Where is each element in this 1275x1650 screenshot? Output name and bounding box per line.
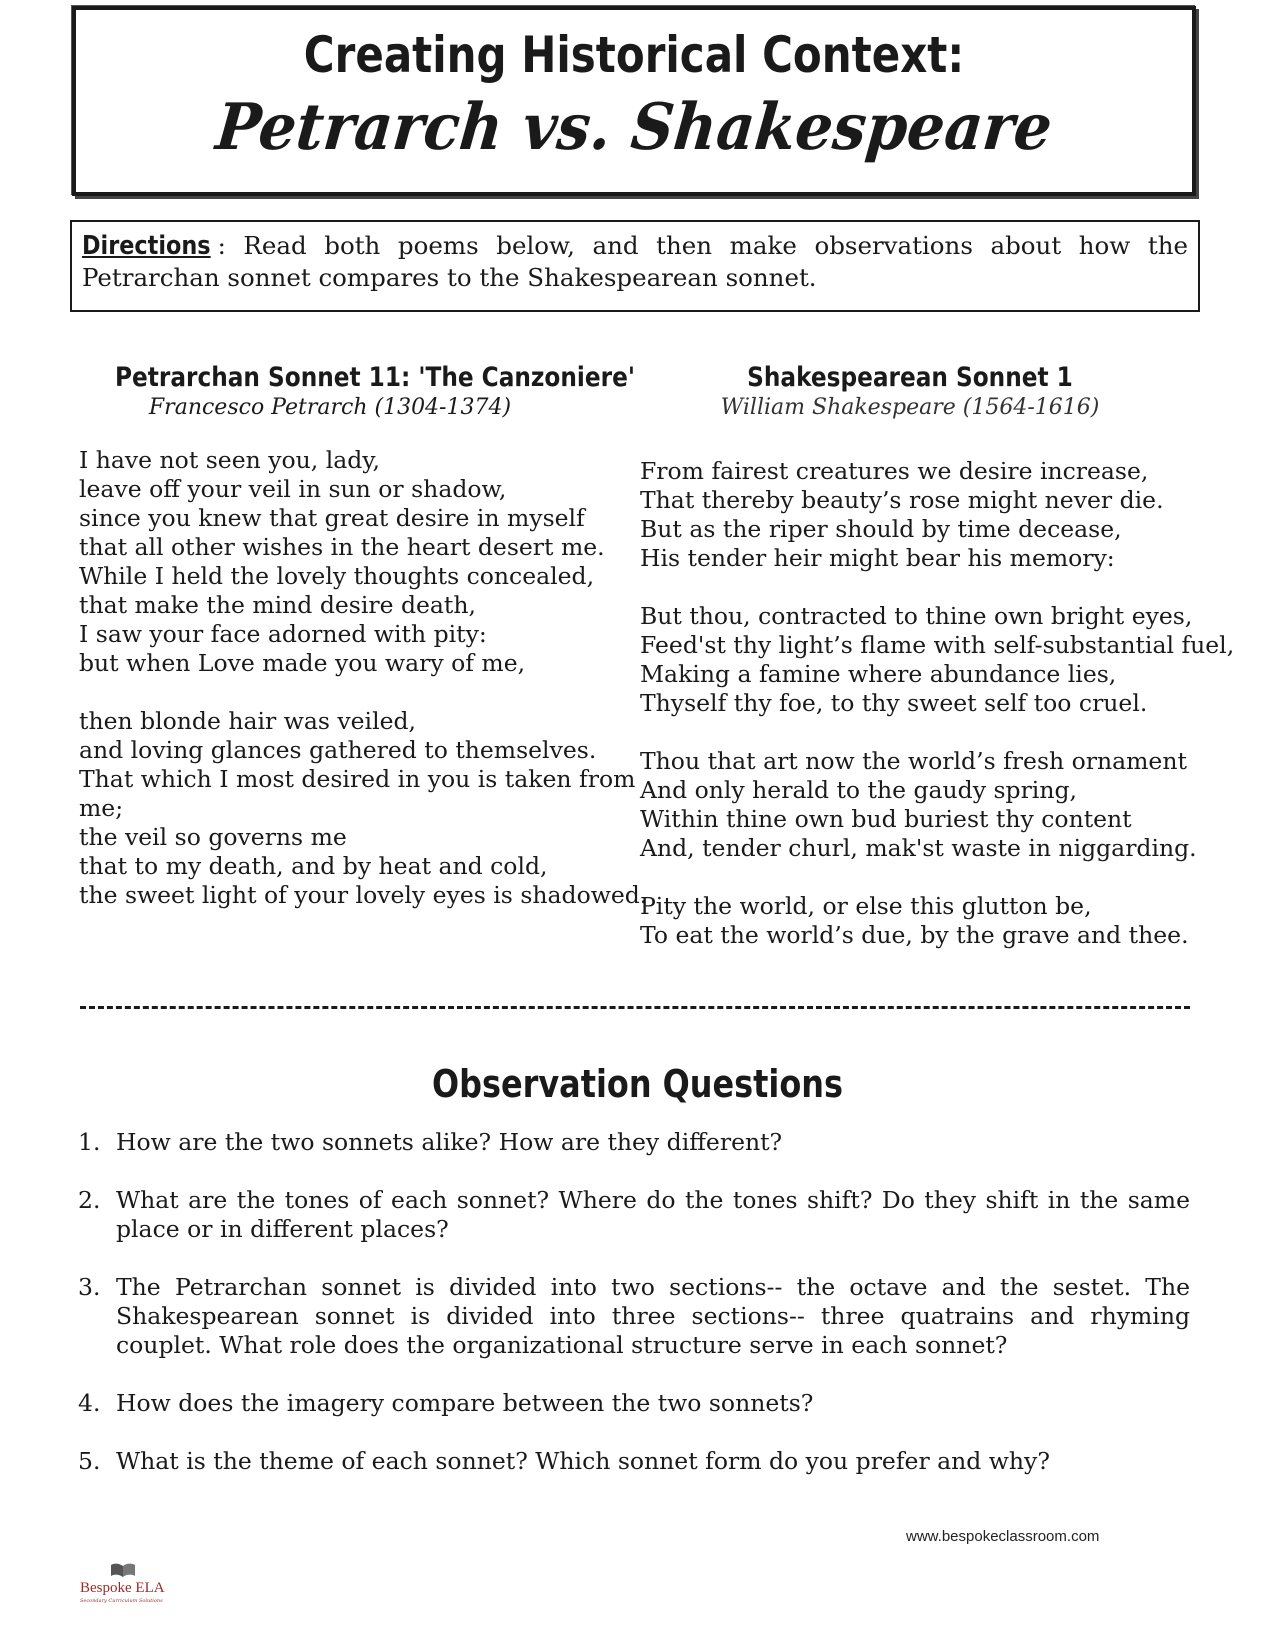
poem-line: From fairest creatures we desire increase, <box>640 457 1149 485</box>
directions-box <box>70 220 1200 312</box>
poem-line: But as the riper should by time decease, <box>640 515 1122 543</box>
question-item <box>78 1128 1190 1157</box>
poem-line: Making a famine where abundance lies, <box>640 660 1117 688</box>
poem-line: that to my death, and by heat and cold, <box>79 852 548 880</box>
question-number: 2. <box>78 1186 101 1214</box>
poem-line: I saw your face adorned with pity: <box>79 620 487 648</box>
poem-line: But thou, contracted to thine own bright eyes, <box>640 602 1193 630</box>
question-text: What are the tones of each sonnet? Where do the tones shift? Do they shift in the same place or in different places? <box>116 1186 1190 1243</box>
poem-line: I have not seen you, lady, <box>79 446 380 474</box>
petrarch-poem-author: Francesco Petrarch (1304-1374) <box>148 395 512 420</box>
question-text: How does the imagery compare between the two sonnets? <box>116 1389 814 1417</box>
question-item <box>78 1273 1190 1360</box>
poem-line: Pity the world, or else this glutton be, <box>640 892 1092 920</box>
poem-line: but when Love made you wary of me, <box>79 649 526 677</box>
title-line-1: Creating Historical Context: <box>303 26 965 84</box>
bespoke-ela-logo <box>80 1562 180 1607</box>
petrarch-poem-header <box>80 362 635 420</box>
poem-line: While I held the lovely thoughts concealed, <box>79 562 595 590</box>
website-link[interactable]: www.bespokeclassroom.com <box>906 1528 1100 1545</box>
directions-text: : Read both poems below, and then make observations about how the Petrarchan sonnet compares to the Shakespearean sonnet. <box>82 231 1188 292</box>
poem-line: That thereby beauty’s rose might never die. <box>640 486 1164 514</box>
question-number: 1. <box>78 1128 101 1156</box>
question-number: 5. <box>78 1447 101 1475</box>
poem-line: the sweet light of your lovely eyes is shadowed. <box>79 881 648 909</box>
poem-line: Thyself thy foe, to thy sweet self too cruel. <box>640 689 1148 717</box>
title-box <box>72 6 1196 196</box>
poem-line: Thou that art now the world’s fresh ornament <box>640 747 1187 775</box>
stanza-break <box>640 573 1200 602</box>
poem-line: Feed'st thy light’s flame with self-substantial fuel, <box>640 631 1235 659</box>
question-number: 4. <box>78 1389 101 1417</box>
poem-line: and loving glances gathered to themselves. <box>79 736 597 764</box>
stanza-break <box>79 678 599 707</box>
dashed-divider <box>80 1006 1190 1009</box>
poem-line: Within thine own bud buriest thy content <box>640 805 1132 833</box>
question-item <box>78 1447 1190 1476</box>
question-item <box>78 1389 1190 1418</box>
question-item <box>78 1186 1190 1244</box>
shakespeare-poem-header <box>640 362 1180 420</box>
poem-line: His tender heir might bear his memory: <box>640 544 1115 572</box>
question-number: 3. <box>78 1273 101 1301</box>
shakespeare-poem-author: William Shakespeare (1564-1616) <box>720 395 1100 420</box>
observation-questions-title: Observation Questions <box>431 1062 844 1106</box>
book-icon <box>110 1562 136 1578</box>
poem-line: me; <box>79 794 124 822</box>
question-text: What is the theme of each sonnet? Which sonnet form do you prefer and why? <box>116 1447 1050 1475</box>
poem-line: since you knew that great desire in myself <box>79 504 585 532</box>
stanza-break <box>640 863 1200 892</box>
poem-line: that make the mind desire death, <box>79 591 476 619</box>
poem-line: leave off your veil in sun or shadow, <box>79 475 507 503</box>
logo-text: Bespoke ELA <box>80 1580 165 1596</box>
question-text: How are the two sonnets alike? How are they different? <box>116 1128 783 1156</box>
poem-line: the veil so governs me <box>79 823 347 851</box>
title-line-2: Petrarch vs. Shakespeare <box>212 90 1056 165</box>
question-text: The Petrarchan sonnet is divided into two sections-- the octave and the sestet. The Shakespearean sonnet is divided into three sections-- three quatrains and rhyming couplet. What role does the organizational structure serve in each sonnet? <box>116 1273 1190 1359</box>
poem-line: And, tender churl, mak'st waste in niggarding. <box>640 834 1197 862</box>
shakespeare-poem-title: Shakespearean Sonnet 1 <box>747 362 1073 393</box>
petrarch-poem-body <box>79 446 648 910</box>
question-list <box>78 1128 1190 1505</box>
poem-line: To eat the world’s due, by the grave and thee. <box>640 921 1189 949</box>
petrarch-poem-title: Petrarchan Sonnet 11: 'The Canzoniere' <box>115 362 635 393</box>
directions-label: Directions <box>82 231 211 261</box>
stanza-break <box>640 718 1200 747</box>
poem-line: that all other wishes in the heart desert me. <box>79 533 605 561</box>
logo-subtext: Secondary Curriculum Solutions <box>80 1598 163 1604</box>
shakespeare-poem-body <box>640 457 1235 950</box>
poem-line: That which I most desired in you is taken from <box>79 765 636 793</box>
poem-line: then blonde hair was veiled, <box>79 707 417 735</box>
poem-line: And only herald to the gaudy spring, <box>640 776 1077 804</box>
